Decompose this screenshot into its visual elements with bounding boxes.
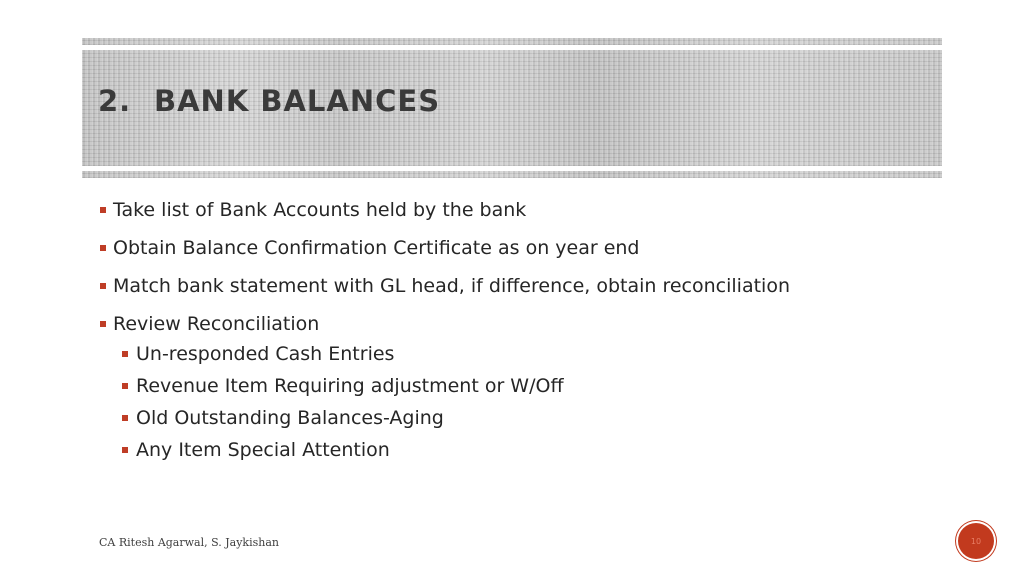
square-bullet-icon [122,383,128,389]
square-bullet-icon [122,415,128,421]
square-bullet-icon [100,283,106,289]
bullet-text: Match bank statement with GL head, if difference, obtain reconciliation [113,275,790,297]
bullet-item [98,235,958,261]
sub-bullet-item [98,341,958,367]
slide-title-number: 2. [98,84,132,118]
title-band-top-strip [82,38,942,45]
title-band-bottom-strip [82,171,942,178]
bullet-text: Obtain Balance Confirmation Certificate as on year end [113,237,640,259]
bullet-item [98,273,958,299]
sub-bullet-text: Old Outstanding Balances-Aging [136,407,444,429]
square-bullet-icon [122,351,128,357]
bullet-item [98,311,958,337]
sub-bullet-item [98,437,958,463]
sub-bullet-text: Any Item Special Attention [136,439,390,461]
square-bullet-icon [100,321,106,327]
sub-bullet-item [98,373,958,399]
footer-authors: CA Ritesh Agarwal, S. Jaykishan [99,536,279,549]
sub-bullet-item [98,405,958,431]
slide-title-text: BANK BALANCES [154,84,441,118]
sub-bullet-text: Revenue Item Requiring adjustment or W/Off [136,375,564,397]
sub-bullet-text: Un-responded Cash Entries [136,343,395,365]
bullet-text: Review Reconciliation [113,313,320,335]
bullet-text: Take list of Bank Accounts held by the bank [113,199,527,221]
square-bullet-icon [100,245,106,251]
bullet-item [98,197,958,223]
square-bullet-icon [122,447,128,453]
bullet-list [98,197,958,469]
page-number: 10 [970,536,982,546]
square-bullet-icon [100,207,106,213]
page-number-badge [958,523,994,559]
slide-title [98,84,440,119]
